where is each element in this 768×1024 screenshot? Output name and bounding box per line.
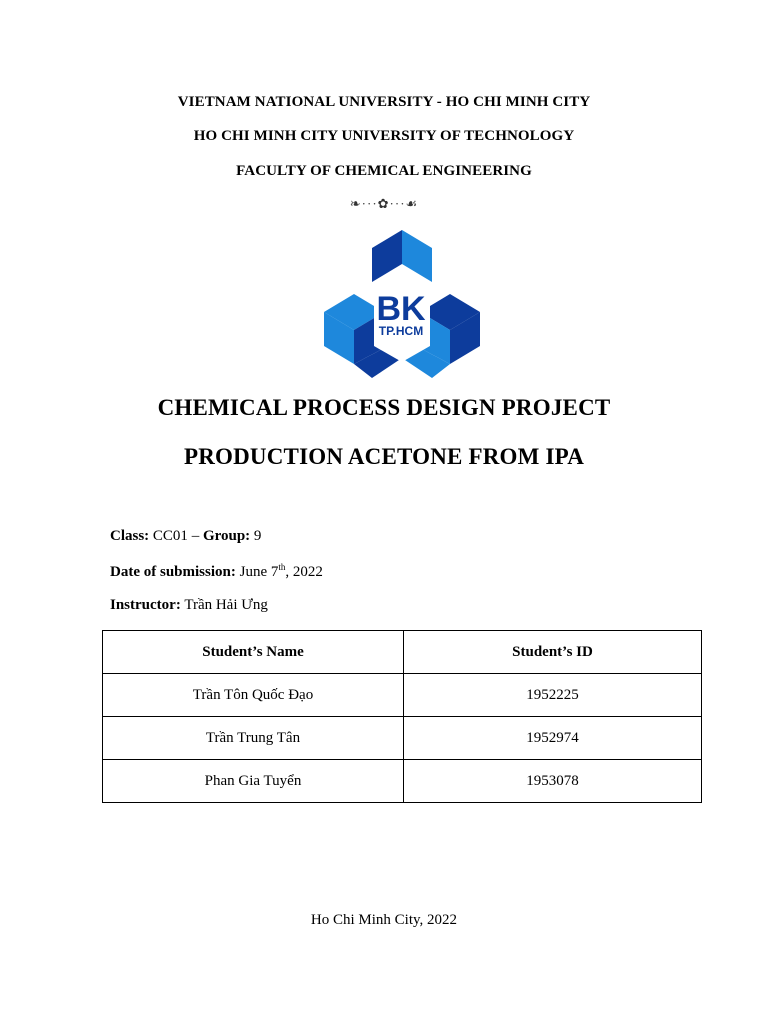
instructor-name: Trần Hải Ưng (184, 597, 268, 613)
header-student-name: Student’s Name (103, 631, 404, 674)
university-name: VIETNAM NATIONAL UNIVERSITY - HO CHI MINH CITY (177, 94, 591, 110)
submission-date (110, 562, 323, 581)
project-subtitle: PRODUCTION ACETONE FROM IPA (183, 444, 585, 469)
group-value: 9 (253, 528, 262, 544)
project-title: CHEMICAL PROCESS DESIGN PROJECT (157, 395, 611, 420)
table-row (103, 760, 702, 803)
school-name: HO CHI MINH CITY UNIVERSITY OF TECHNOLOGY (193, 128, 575, 144)
student-id: 1952974 (404, 717, 702, 760)
table-header-row (103, 631, 702, 674)
date-label: Date of submission: (110, 564, 236, 580)
student-id: 1953078 (404, 760, 702, 803)
date-ordinal: th (278, 562, 286, 572)
instructor-label: Instructor: (110, 597, 181, 613)
student-name: Trần Trung Tân (103, 717, 404, 760)
logo-text-sub: TP.HCM (378, 324, 424, 338)
student-name: Phan Gia Tuyển (103, 760, 404, 803)
place-and-year: Ho Chi Minh City, 2022 (310, 912, 458, 928)
group-label: Group: (202, 528, 251, 544)
student-table (102, 630, 702, 803)
student-id: 1952225 (404, 674, 702, 717)
class-separator: – (187, 528, 203, 544)
table-row (103, 717, 702, 760)
logo-text-main: BK (376, 290, 426, 328)
faculty-name: FACULTY OF CHEMICAL ENGINEERING (236, 163, 532, 179)
date-year: , 2022 (285, 564, 323, 580)
class-info (110, 528, 261, 545)
instructor-info (110, 597, 268, 614)
date-value (240, 564, 323, 580)
class-label: Class: (110, 528, 150, 544)
student-name: Trần Tôn Quốc Đạo (103, 674, 404, 717)
header-student-id: Student’s ID (404, 631, 702, 674)
bk-logo (322, 228, 482, 380)
date-month-day: June 7 (239, 564, 279, 580)
class-value: CC01 (152, 528, 188, 544)
ornament-divider: ❧···✿···☙ (349, 196, 419, 211)
table-row (103, 674, 702, 717)
